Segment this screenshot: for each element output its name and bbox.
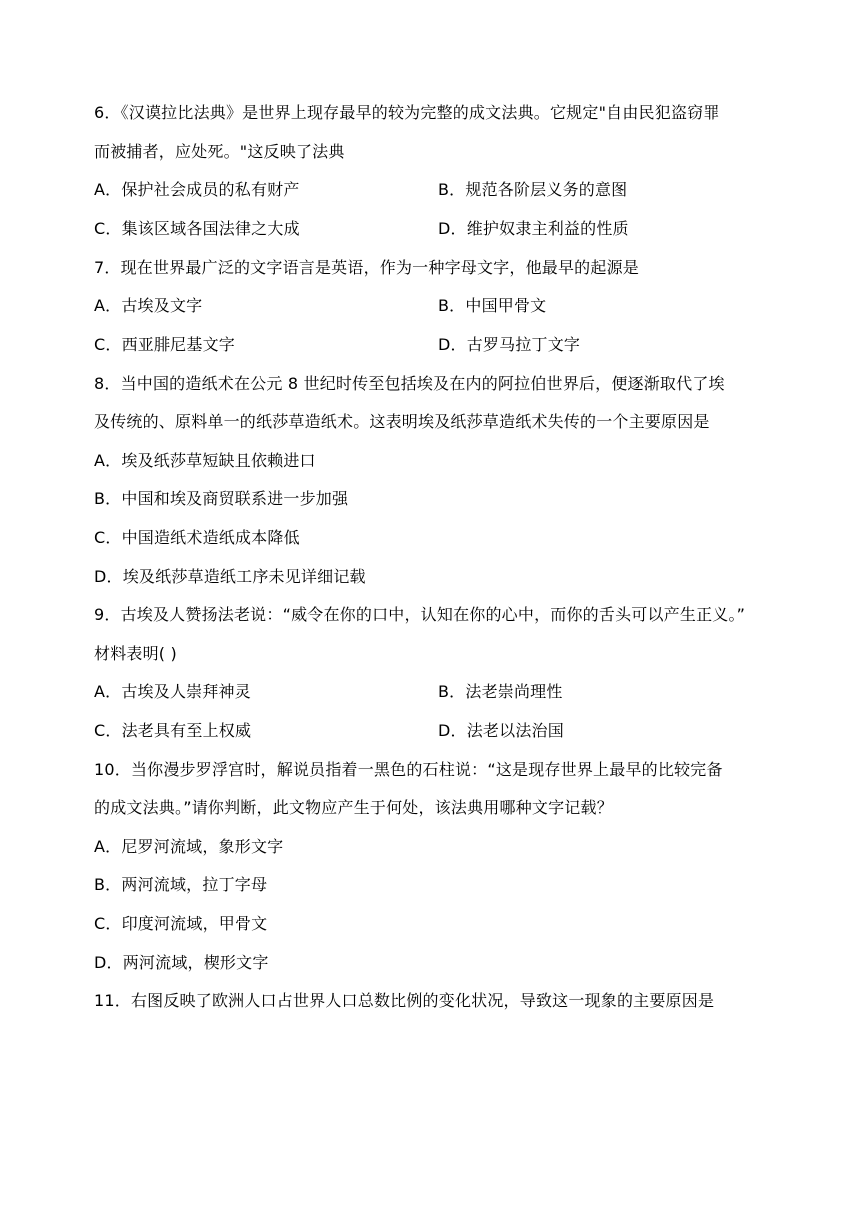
question-9-stem-line-2: 材料表明( ) [94,644,177,663]
question-11-stem-line-1: 11．右图反映了欧洲人口占世界人口总数比例的变化状况，导致这一现象的主要原因是 [94,991,715,1010]
question-6-option-b: B．规范各阶层义务的意图 [438,180,628,199]
question-7-option-b: B．中国甲骨文 [438,296,547,315]
question-6-option-c: C．集该区域各国法律之大成 [94,219,300,238]
question-10-stem-line-2: 的成文法典。”请你判断，此文物应产生于何处，该法典用哪种文字记载？ [94,798,613,817]
question-10-option-a: A．尼罗河流域，象形文字 [94,837,284,856]
question-9-option-c: C．法老具有至上权威 [94,721,252,740]
question-6-stem-line-2: 而被捕者，应处死。"这反映了法典 [94,142,345,161]
question-7-option-c: C．西亚腓尼基文字 [94,335,235,354]
question-9-option-a: A．古埃及人崇拜神灵 [94,682,251,701]
question-6-option-d: D．维护奴隶主利益的性质 [438,219,629,238]
question-10-option-b: B．两河流域，拉丁字母 [94,875,268,894]
question-8-option-c: C．中国造纸术造纸成本降低 [94,528,300,547]
question-8-option-a: A．埃及纸莎草短缺且依赖进口 [94,451,316,470]
question-9-option-d: D．法老以法治国 [438,721,564,740]
question-10-stem-line-1: 10．当你漫步罗浮宫时，解说员指着一黑色的石柱说：“这是现存世界上最早的比较完备 [94,760,723,779]
question-9-option-b: B．法老崇尚理性 [438,682,563,701]
question-8-stem-line-2: 及传统的、原料单一的纸莎草造纸术。这表明埃及纸莎草造纸术失传的一个主要原因是 [94,412,710,431]
question-6-stem-line-1: 6．《汉谟拉比法典》是世界上现存最早的较为完整的成文法典。它规定"自由民犯盗窃罪 [94,103,720,122]
question-6-option-a: A．保护社会成员的私有财产 [94,180,300,199]
question-8-stem-line-1: 8．当中国的造纸术在公元 8 世纪时传至包括埃及在内的阿拉伯世界后，便逐渐取代了埃 [94,374,725,393]
question-7-option-a: A．古埃及文字 [94,296,203,315]
question-7-stem-line-1: 7．现在世界最广泛的文字语言是英语，作为一种字母文字，他最早的起源是 [94,258,639,277]
question-10-option-d: D．两河流域，楔形文字 [94,953,269,972]
question-8-option-b: B．中国和埃及商贸联系进一步加强 [94,489,349,508]
question-8-option-d: D．埃及纸莎草造纸工序未见详细记载 [94,567,366,586]
question-9-stem-line-1: 9．古埃及人赞扬法老说：“威令在你的口中，认知在你的心中，而你的舌头可以产生正义。” [94,605,746,624]
question-10-option-c: C．印度河流域，甲骨文 [94,914,268,933]
question-7-option-d: D．古罗马拉丁文字 [438,335,581,354]
